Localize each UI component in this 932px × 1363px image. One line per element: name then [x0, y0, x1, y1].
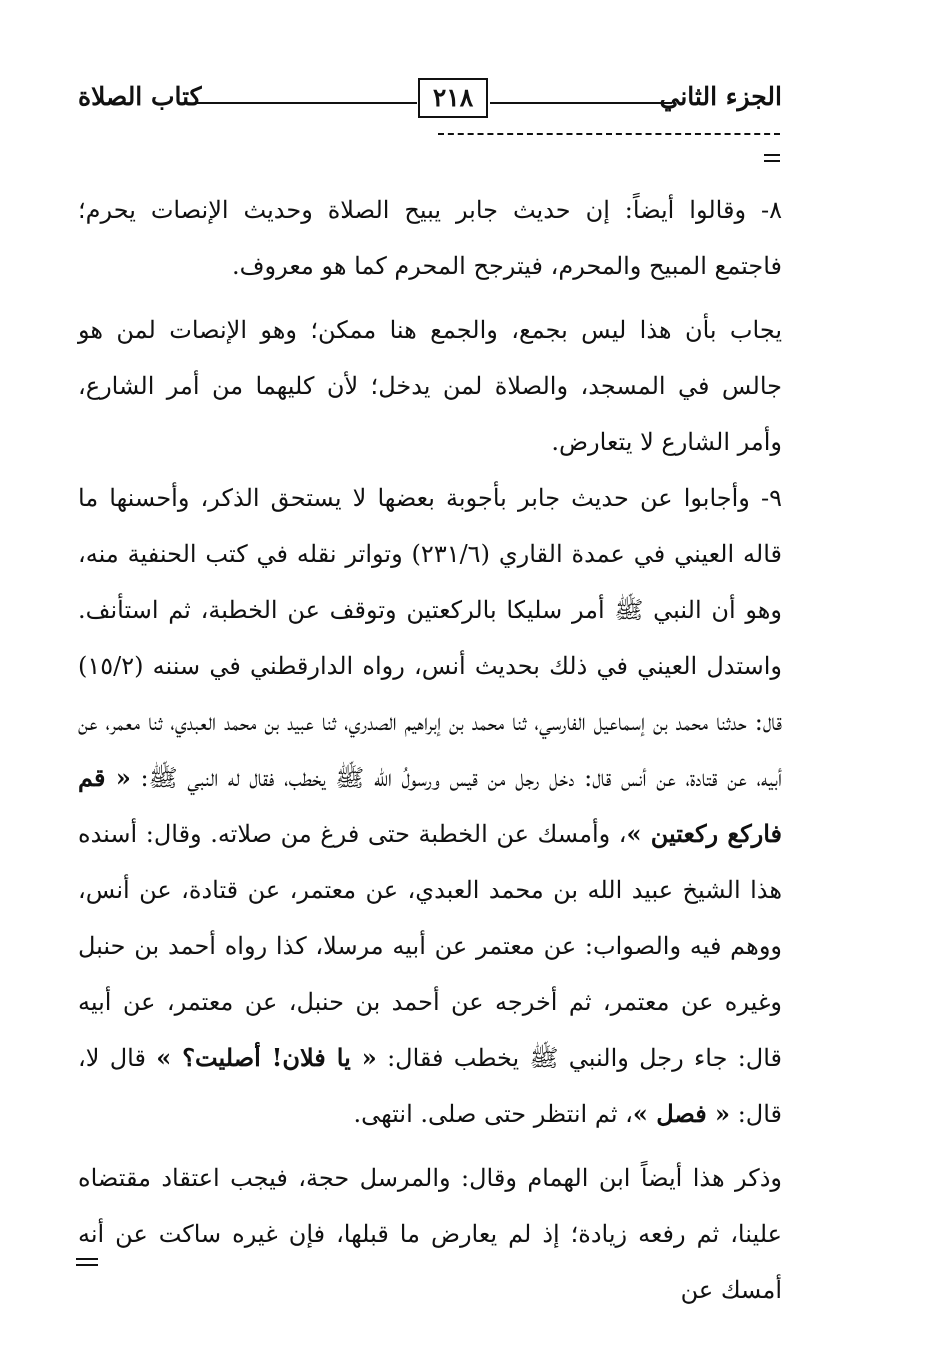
header-rule-right — [490, 102, 672, 104]
page-body — [78, 182, 782, 1318]
paragraph-9-text: وأجابوا عن حديث جابر بأجوبة بعضها لا يستحق الذكر، وأحسنها ما قاله العيني في عمدة القاري (٢٣١/٦) وتواتر نقله في كتب الحنفية منه، وهو أن النبي ﷺ أمر سليكا بالركعتين وتوقف عن الخطبة، ثم استأنف. واستدل العيني في ذلك بحديث أنس، رواه الدارقطني في سننه (١٥/٢) قال: حدثنا محمد بن إسماعيل الفارسي، ثنا محمد بن إبراهيم الصدري، ثنا عبيد بن محمد العبدي، ثنا معمر، عن أبيه، عن قتادة، عن أنس قال: دخل رجل من قيس ورسولُ الله ﷺ يخطب، فقال له النبي ﷺ: — [78, 484, 782, 792]
paragraph-ibn-humam — [78, 1150, 782, 1318]
hadith-quote-3: « فصل » — [632, 1099, 731, 1128]
paragraph-9-text-2: ، وأمسك عن الخطبة حتى فرغ من صلاته. وقال: أسنده هذا الشيخ عبيد الله بن محمد العبدي، عن معتمر، عن قتادة، عن أنس، ووهم فيه والصواب: عن معتمر عن أبيه مرسلا، كذا رواه أحمد بن حنبل وغيره عن معتمر، ثم أخرجه عن أحمد بن حنبل، عن معتمر، عن أبيه قال: جاء رجل والنبي ﷺ يخطب فقال: — [78, 820, 783, 1072]
continuation-mark-2 — [764, 160, 780, 162]
paragraph-8-text: وقالوا أيضاً: إن حديث جابر يبيح الصلاة وحديث الإنصات يحرم؛ فاجتمع المبيح والمحرم، فيترجح المحرم كما هو معروف. — [78, 196, 782, 280]
item-number-8: ٨- — [760, 196, 782, 224]
paragraph-9-text-4: ، ثم انتظر حتى صلى. انتهى. — [353, 1100, 633, 1128]
paragraph-reply — [78, 302, 782, 470]
continuation-mark — [764, 154, 780, 156]
page-number: ٢١٨ — [418, 78, 488, 118]
paragraph-ibn-humam-text: وذكر هذا أيضاً ابن الهمام وقال: والمرسل حجة، فيجب اعتقاد مقتضاه علينا، ثم رفعه زيادة؛ إذ لم يعارض ما قبلها، فإن غيره ساكت عن أنه أمسك عن — [78, 1164, 782, 1304]
paragraph-8 — [78, 182, 782, 294]
header-rule-left — [195, 102, 417, 104]
page-header — [0, 0, 932, 180]
hadith-quote-2: « يا فلان! أصليت؟ » — [156, 1043, 377, 1072]
paragraph-9 — [78, 470, 782, 1142]
paragraph-9-text-3: قال لا، قال: — [78, 1044, 782, 1128]
paragraph-reply-text: يجاب بأن هذا ليس بجمع، والجمع هنا ممكن؛ وهو الإنصات لمن هو جالس في المسجد، والصلاة لمن يدخل؛ لأن كليهما من أمر الشارع، وأمر الشارع لا يتعارض. — [78, 316, 782, 456]
page-continuation-mark — [76, 1258, 98, 1260]
hadith-quote-1: « قم فاركع ركعتين » — [78, 763, 782, 848]
item-number-9: ٩- — [761, 484, 782, 512]
header-dashed-divider — [438, 133, 780, 135]
book-title: كتاب الصلاة — [78, 82, 202, 111]
page-continuation-mark-2 — [76, 1264, 98, 1266]
part-title: الجزء الثاني — [659, 82, 782, 111]
